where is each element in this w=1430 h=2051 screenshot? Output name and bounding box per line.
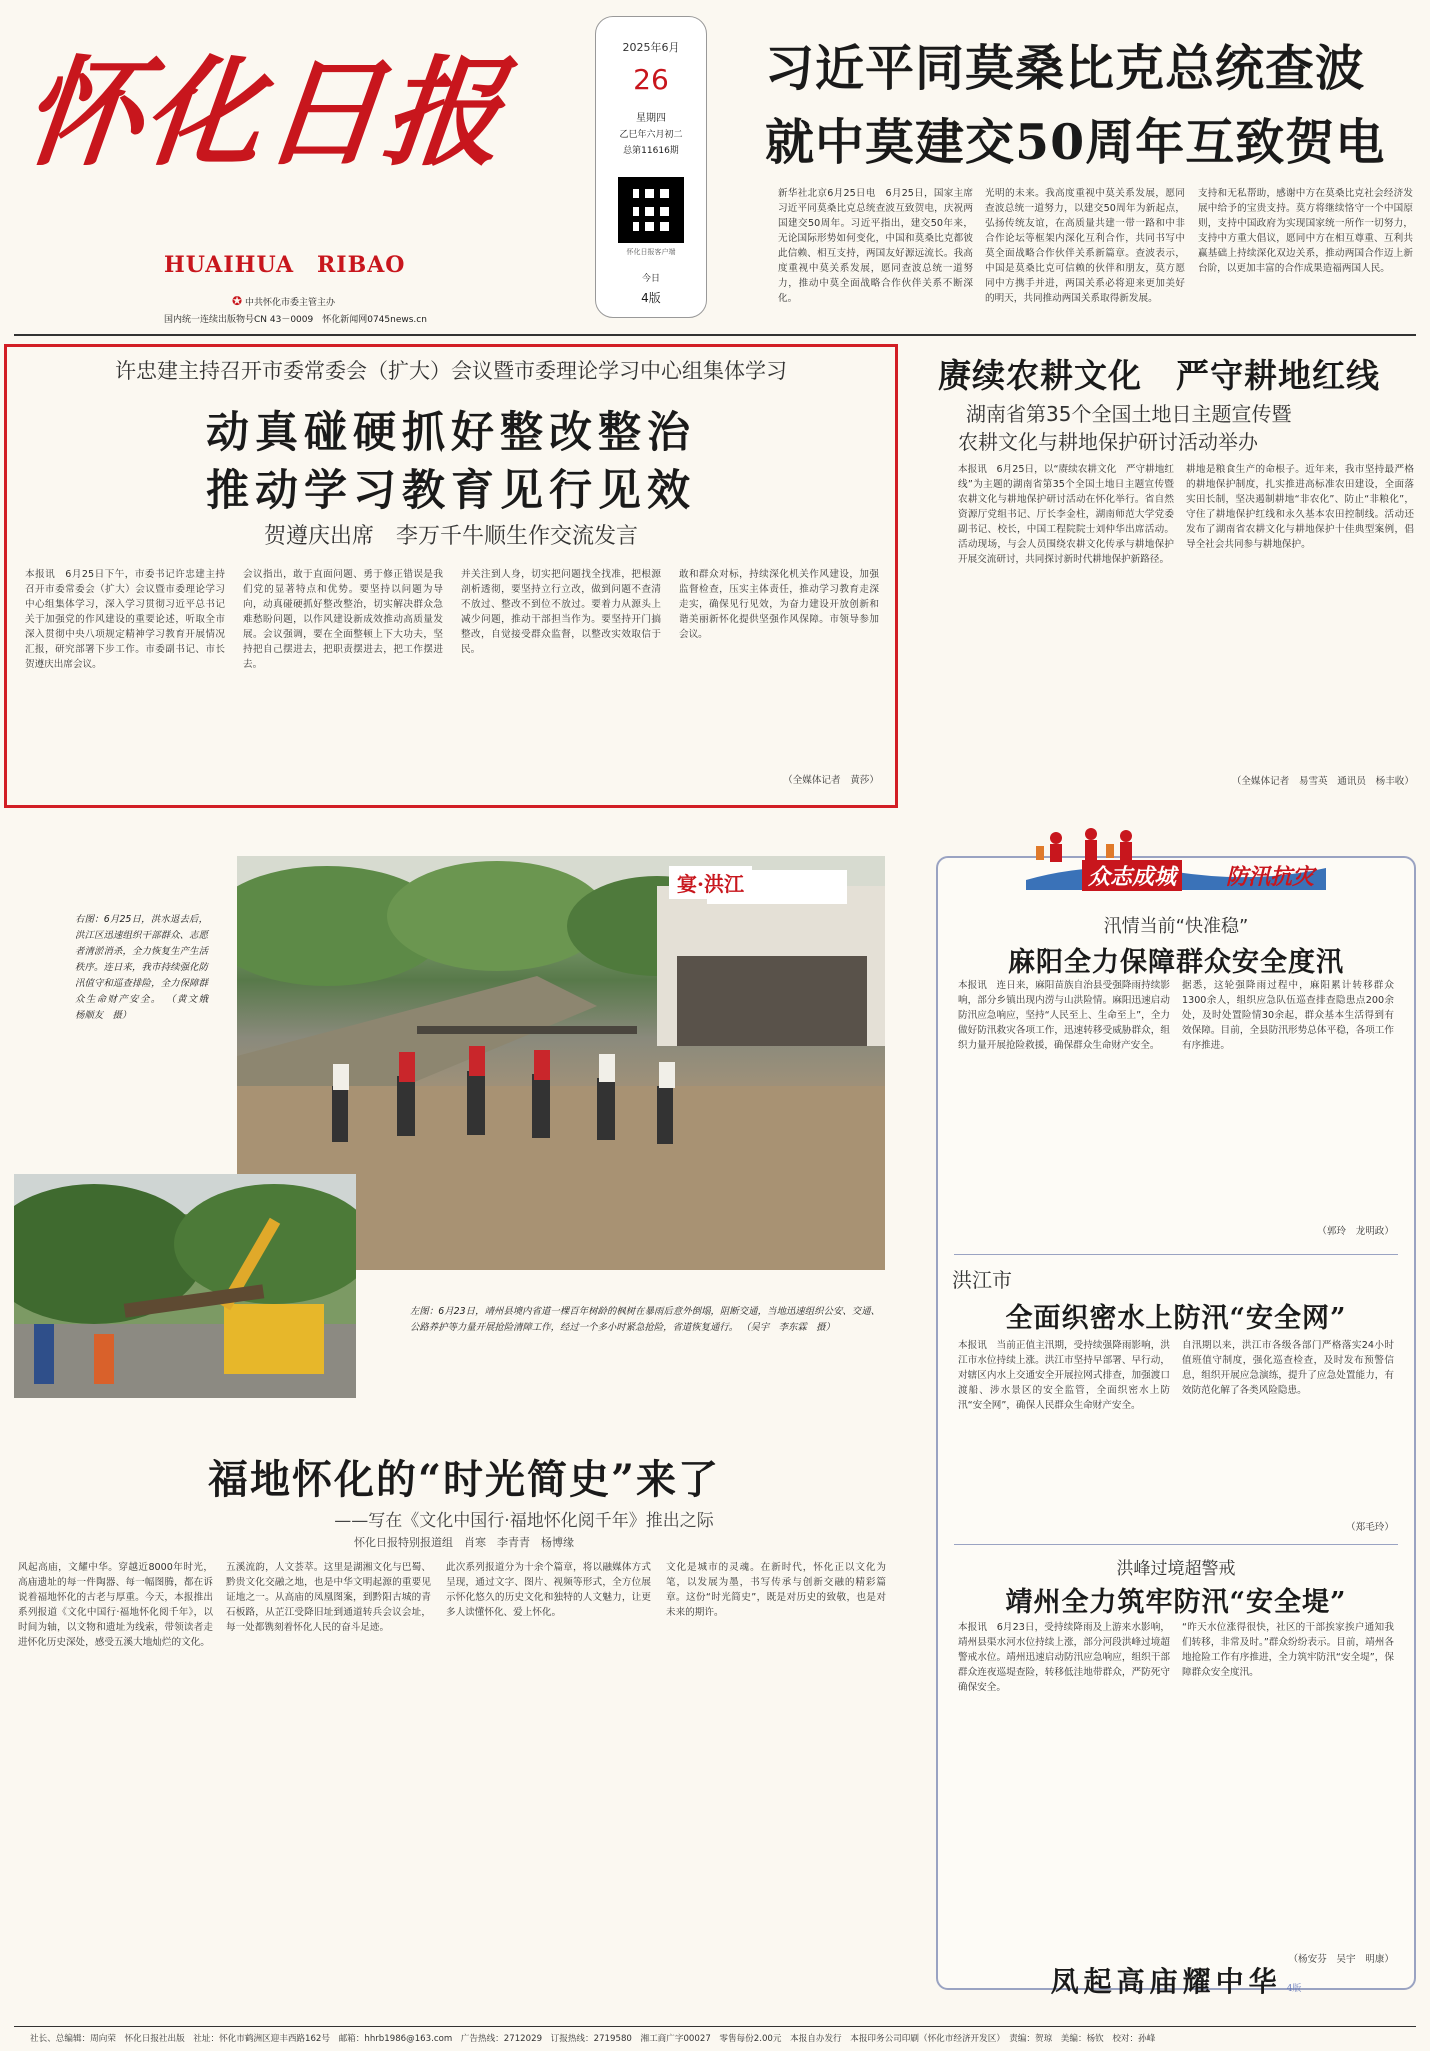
issn-line: 国内统一连续出版物号CN 43－0009 怀化新闻网0745news.cn	[164, 315, 427, 325]
caption-left-text: 左图：6月23日，靖州县境内省道一棵百年树龄的枫树在暴雨后意外倒塌，阻断交通，当地迅速组织公安、交通、公路养护等力量开展抢险清障工作，经过一个多小时紧急抢险，省道恢复通行。	[410, 1306, 880, 1333]
lunar-date: 乙巳年六月初二	[619, 130, 683, 140]
jingzhou-byline: （杨安芬 吴宇 明康）	[1288, 1954, 1394, 1965]
top-feature-headline-1: 动真碰硬抓好整改整治	[206, 408, 696, 458]
party-emblem-icon: ✪	[232, 294, 243, 308]
lead-column-1: 新华社北京6月25日电 6月25日，国家主席习近平同莫桑比克总统查波互致贺电，庆祝两国建交50周年。习近平指出，建交50年来，无论国际形势如何变化，中国和莫桑比克都彼此信赖、相互支持，两国友好源远流长。我高度重视中莫关系发展，愿同查波总统一道努力，推动中莫全面战略合作伙伴关系不断深化。	[778, 188, 973, 304]
masthead	[14, 16, 584, 326]
restaurant-sign: 宴·洪江	[669, 866, 752, 899]
hongjiang-byline: （郑毛玲）	[1346, 1522, 1394, 1533]
sponsor-text: 中共怀化市委主管主办	[244, 298, 335, 308]
footer-info: 社长、总编辑：周向荣 怀化日报社出版 社址：怀化市鹤洲区迎丰西路162号 邮箱：hhrb1986@163.com 广告热线：2712029 订报热线：2719580 湘工商广字00027 零售每份2.00元 本报自办发行 本报印务公司印刷（怀化市经济开发区） 责编：贺琼 美编：杨钦 校对：孙峰	[30, 2034, 1156, 2044]
farmland-column-2: 耕地是粮食生产的命根子。近年来，我市坚持最严格的耕地保护制度，扎实推进高标准农田建设，全面落实田长制，坚决遏制耕地“非农化”、防止“非粮化”，守住了耕地保护红线和永久基本农田控制线。活动还发布了湖南省农耕文化与耕地保护十佳典型案例，倡导全社会共同参与耕地保护。	[1186, 464, 1414, 550]
jingzhou-column-1: 本报讯 6月23日，受持续降雨及上游来水影响，靖州县渠水河水位持续上涨，部分河段洪峰过境超警戒水位。靖州迅速启动防汛应急响应，组织干部群众连夜巡堤查险，转移低洼地带群众，严防死守确保安全。	[958, 1622, 1170, 1693]
top-feature-column-3: 并关注到人身，切实把问题找全找准，把根源剖析透彻，要坚持立行立改，做到问题不查清不放过、整改不到位不放过。要着力从源头上减少问题，推动干部担当作为。要坚持开门搞整改，自觉接受群众监督，以整改实效取信于民。	[461, 569, 661, 655]
hongjiang-kicker: 洪江市	[952, 1268, 1012, 1292]
caption-right-text: 右图：6月25日，洪水退去后，洪江区迅速组织干部群众、志愿者清淤消杀，全力恢复生产生活秩序。连日来，我市持续强化防汛值守和巡查排险，全力保障群众生命财产安全。	[75, 914, 208, 1005]
top-feature-headline-2: 推动学习教育见行见效	[206, 466, 696, 516]
history-subhead: ——写在《文化中国行·福地怀化阅千年》推出之际	[334, 1511, 714, 1531]
top-feature-subhead: 贺遵庆出席 李万千牛顺生作交流发言	[263, 524, 638, 549]
masthead-pinyin: HUAIHUA RIBAO	[164, 252, 406, 278]
photo-caption-left	[410, 1304, 880, 1384]
mayang-column-2: 据悉，这轮强降雨过程中，麻阳累计转移群众1300余人，组织应急队伍巡查排查隐患点200余处，及时处置险情30余起，群众基本生活得到有效保障。目前，全县防汛形势总体平稳，各项工作有序推进。	[1182, 980, 1394, 1051]
mayang-byline: （郭玲 龙明政）	[1317, 1226, 1394, 1237]
photo-caption-right	[75, 912, 218, 1124]
date-year-month: 2025年6月	[622, 41, 680, 54]
top-feature-column-1: 本报讯 6月25日下午，市委书记许忠建主持召开市委常委会（扩大）会议暨市委理论学习中心组集体学习，深入学习贯彻习近平总书记关于加强党的作风建设的重要论述，听取全市深入贯彻中央八项规定精神学习教育开展情况汇报，研究部署下步工作。市委副书记、市长贺遵庆出席会议。	[25, 569, 225, 670]
qr-caption: 怀化日报客户端	[626, 248, 676, 256]
issue-number: 总第11616期	[623, 146, 679, 156]
lead-headline-line1: 习近平同莫桑比克总统查波	[765, 39, 1366, 97]
history-column-1: 风起高庙，文耀中华。穿越近8000年时光，高庙遗址的每一件陶器、每一幅图腾，都在诉说着福地怀化的古老与厚重。今天，本报推出系列报道《文化中国行·福地怀化阅千年》，以时间为轴，以文物和遗址为线索，带领读者走进怀化历史深处，感受五溪大地灿烂的文化。	[18, 1562, 213, 1648]
fallen-tree-photo	[14, 1174, 356, 1398]
history-byline: 怀化日报特别报道组 肖寒 李青青 杨博缘	[354, 1536, 574, 1549]
history-headline: 福地怀化的“时光简史”来了	[207, 1456, 720, 1503]
hongjiang-column-2: 自汛期以来，洪江市各级各部门严格落实24小时值班值守制度，强化巡查检查，及时发布预警信息，组织开展应急演练，提升了应急处置能力，有效防范化解了各类风险隐患。	[1182, 1340, 1394, 1396]
lead-column-3: 支持和无私帮助，感谢中方在莫桑比克社会经济发展中给予的宝贵支持。莫方将继续恪守一个中国原则，支持中国政府为实现国家统一所作一切努力，支持中方重大倡议，愿同中方在相互尊重、互利共赢基础上持续深化双边关系，推动两国合作迈上新台阶，以更加丰富的合作成果造福两国人民。	[1198, 188, 1413, 274]
teaser-page-ref: 4版	[1286, 1984, 1302, 1994]
flood-banner-left: 众志成城	[1082, 860, 1182, 891]
history-column-2: 五溪流韵，人文荟萃。这里是湖湘文化与巴蜀、黔贵文化交融之地，也是中华文明起源的重要见证地之一。从高庙的凤凰图案，到黔阳古城的青石板路，从芷江受降旧址到通道转兵会议会址，每一处都镌刻着怀化人民的奋斗足迹。	[226, 1562, 431, 1633]
lead-headline-line2: 就中莫建交50周年互致贺电	[765, 113, 1386, 171]
footer-rule	[14, 2026, 1416, 2027]
jingzhou-kicker: 洪峰过境超警戒	[1116, 1559, 1236, 1579]
jingzhou-headline: 靖州全力筑牢防汛“安全堤”	[1005, 1587, 1347, 1618]
top-feature-byline: （全媒体记者 黄莎）	[783, 775, 879, 786]
flood-divider-2	[954, 1544, 1398, 1545]
farmland-byline: （全媒体记者 易雪英 通讯员 杨丰收）	[1231, 776, 1414, 787]
hongjiang-headline: 全面织密水上防汛“安全网”	[1005, 1303, 1347, 1334]
top-feature-box	[4, 344, 898, 808]
masthead-divider	[14, 334, 1416, 336]
date-box	[595, 16, 707, 318]
mayang-column-1: 本报讯 连日来，麻阳苗族自治县受强降雨持续影响，部分乡镇出现内涝与山洪险情。麻阳迅速启动防汛应急响应，坚持“人民至上、生命至上”，全力做好防汛救灾各项工作，迅速转移受威胁群众，组织力量开展抢险救援，确保群众生命财产安全。	[958, 980, 1170, 1051]
pages-value: 4版	[641, 291, 661, 305]
teaser-headline[interactable]	[940, 1960, 1412, 1996]
weekday: 星期四	[636, 113, 666, 124]
farmland-subhead-2: 农耕文化与耕地保护研讨活动举办	[958, 430, 1258, 454]
pages-label: 今日	[641, 274, 660, 284]
fallen-tree-drawing	[14, 1174, 356, 1398]
history-column-3: 此次系列报道分为十余个篇章，将以融媒体方式呈现，通过文字、图片、视频等形式，全方位展示怀化悠久的历史文化和独特的人文魅力，让更多人读懂怀化、爱上怀化。	[446, 1562, 651, 1618]
flood-divider-1	[954, 1254, 1398, 1255]
mayang-kicker: 汛情当前“快准稳”	[1103, 916, 1249, 937]
farmland-subhead-1: 湖南省第35个全国土地日主题宣传暨	[966, 402, 1292, 426]
jingzhou-column-2: “昨天水位涨得很快，社区的干部挨家挨户通知我们转移，非常及时。”群众纷纷表示。目前，靖州各地抢险工作有序推进，全力筑牢防汛“安全堤”，保障群众安全度汛。	[1182, 1622, 1394, 1678]
teaser-text: 凤起高庙耀中华	[1050, 1965, 1282, 1998]
top-feature-column-4: 敢和群众对标，持续深化机关作风建设，加强监督检查，压实主体责任，推动学习教育走深走实，确保见行见效，为奋力建设开放创新和谐美丽新怀化提供坚强作风保障。市领导参加会议。	[679, 569, 879, 640]
flood-banner-right: 防汛抗灾	[1226, 864, 1315, 890]
lead-column-2: 光明的未来。我高度重视中莫关系发展，愿同查波总统一道努力，以建交50周年为新起点，弘扬传统友谊，在高质量共建一带一路和中非合作论坛等框架内深化互利合作，共同书写中莫全面战略合作伙伴关系新篇章。查波表示，中国是莫桑比克可信赖的伙伴和朋友，莫方愿同中方携手并进，两国关系必将迎来更加美好的明天，共同推动两国关系取得新发展。	[985, 188, 1185, 304]
top-feature-column-2: 会议指出，敢于直面问题、勇于修正错误是我们党的显著特点和优势。要坚持以问题为导向，动真碰硬抓好整改整治，切实解决群众急难愁盼问题，以作风建设新成效推动高质量发展。会议强调，要在全面整顿上下大功夫，坚持把自己摆进去，把职责摆进去，把工作摆进去。	[243, 569, 443, 670]
top-feature-kicker: 许忠建主持召开市委常委会（扩大）会议暨市委理论学习中心组集体学习	[115, 359, 787, 383]
mayang-headline: 麻阳全力保障群众安全度汛	[1008, 947, 1344, 978]
farmland-headline: 赓续农耕文化 严守耕地红线	[938, 356, 1380, 395]
hongjiang-column-1: 本报讯 当前正值主汛期，受持续强降雨影响，洪江市水位持续上涨。洪江市坚持早部署、早行动，对辖区内水上交通安全开展拉网式排查，加强渡口渡船、涉水景区的安全监管，全面织密水上防汛“安全网”，确保人民群众生命财产安全。	[958, 1340, 1170, 1411]
date-day: 26	[633, 63, 669, 96]
masthead-title: 怀化日报	[16, 43, 512, 182]
farmland-column-1: 本报讯 6月25日，以“赓续农耕文化 严守耕地红线”为主题的湖南省第35个全国土地日主题宣传暨农耕文化与耕地保护研讨活动在怀化举行。省自然资源厅党组书记、厅长李金柱，湖南师范大学党委副书记、校长，中国工程院院士刘仲华出席活动。活动现场，与会人员围绕农耕文化传承与耕地保护开展交流研讨，共同探讨新时代耕地保护新路径。	[958, 464, 1174, 565]
history-column-4: 文化是城市的灵魂。在新时代，怀化正以文化为笔，以发展为墨，书写传承与创新交融的精彩篇章。这份“时光简史”，既是对历史的致敬，也是对未来的期许。	[666, 1562, 886, 1618]
flood-banner	[1016, 820, 1336, 890]
masthead-sponsor	[232, 294, 335, 308]
qr-code-icon[interactable]	[618, 177, 684, 243]
caption-left-byline: （吴宇 李东霖 摄）	[741, 1322, 835, 1333]
caption-right-byline: （黄文娥 杨顺友 摄）	[75, 994, 218, 1021]
